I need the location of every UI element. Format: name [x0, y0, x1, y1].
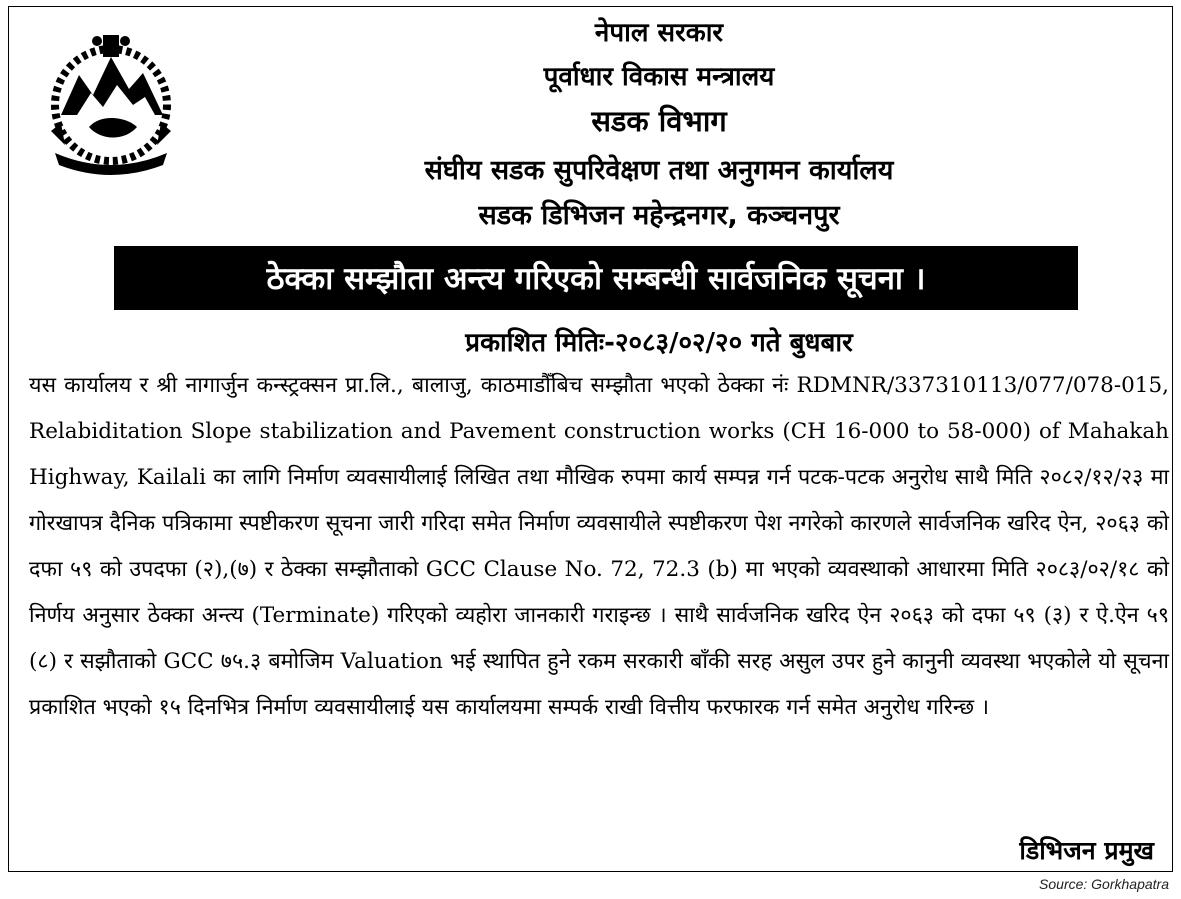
notice-title: ठेक्का सम्झौता अन्त्य गरिएको सम्बन्धी सार्वजनिक सूचना । — [266, 261, 926, 297]
notice-title-banner — [114, 246, 1078, 310]
nepal-government-emblem-icon — [31, 27, 191, 177]
header-department: सडक विभाग — [591, 104, 727, 138]
source-credit: Source: Gorkhapatra — [1039, 876, 1169, 892]
header-ministry: पूर्वाधार विकास मन्त्रालय — [543, 62, 775, 92]
header-office: संघीय सडक सुपरिवेक्षण तथा अनुगमन कार्यालय — [424, 155, 894, 186]
signature: डिभिजन प्रमुख — [1019, 836, 1154, 865]
notice-body: यस कार्यालय र श्री नागार्जुन कन्स्ट्रक्सन प्रा.लि., बालाजु, काठमाडौँबिच सम्झौता भएको ठेक्का नंः RDMNR/337310113/077/078-015, Relabiditation Slope stabilization and Pavement construction works (CH 16-000 to 58-000) of Mahakah Highway, Kailali का लागि निर्माण व्यवसायीलाई लिखित तथा मौखिक रुपमा कार्य सम्पन्न गर्न पटक-पटक अनुरोध साथै मिति २०८२/१२/२३ मा गोरखापत्र दैनिक पत्रिकामा स्पष्टीकरण सूचना जारी गरिदा समेत निर्माण व्यवसायीले स्पष्टीकरण पेश नगरेको कारणले सार्वजनिक खरिद ऐन, २०६३ को दफा ५९ को उपदफा (२),(७) र ठेक्का सम्झौताको GCC Clause No. 72, 72.3 (b) मा भएको व्यवस्थाको आधारमा मिति २०८३/०२/१८ को निर्णय अनुसार ठेक्का अन्त्य (Terminate) गरिएको व्यहोरा जानकारी गराइन्छ । साथै सार्वजनिक खरिद ऐन २०६३ को दफा ५९ (३) र ऐ.ऐन ५९ (८) र सझौताको GCC ७५.३ बमोजिम Valuation भई स्थापित हुने रकम सरकारी बाँकी सरह असुल उपर हुने कानुनी व्यवस्था भएकोले यो सूचना प्रकाशित भएको १५ दिनभित्र निर्माण व्यवसायीलाई यस कार्यालयमा सम्पर्क राखी वित्तीय फरफारक गर्न समेत अनुरोध गरिन्छ । — [29, 373, 1169, 720]
header-division: सडक डिभिजन महेन्द्रनगर, कञ्चनपुर — [478, 200, 840, 231]
published-date: प्रकाशित मितिः-२०८३/०२/२० गते बुधबार — [465, 328, 853, 358]
notice-frame — [8, 6, 1173, 872]
header-government: नेपाल सरकार — [594, 18, 724, 48]
